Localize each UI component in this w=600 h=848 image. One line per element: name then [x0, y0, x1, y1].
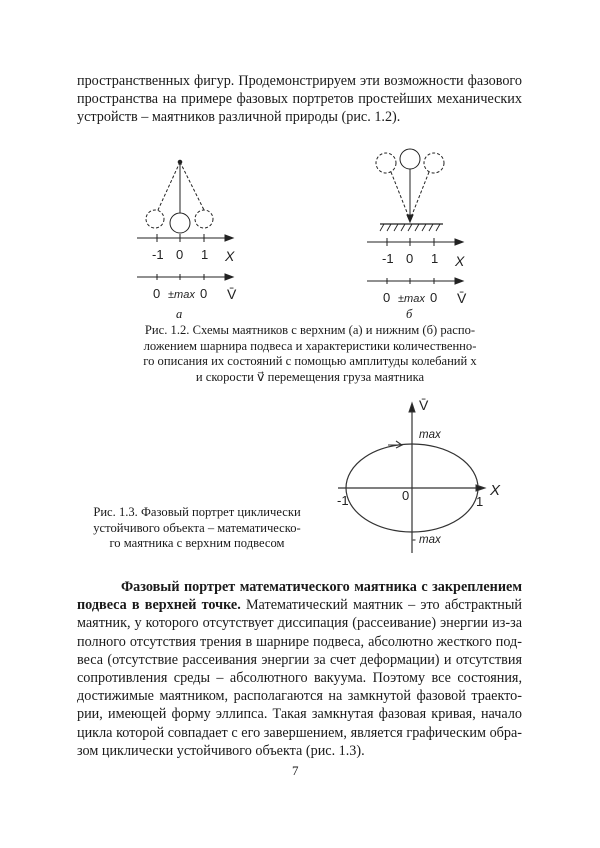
figure-1-2-panel-b	[355, 145, 485, 310]
x-axis-label: X	[490, 482, 501, 499]
section-line	[77, 596, 522, 614]
x-axis-label: X	[225, 248, 235, 264]
pendulum-top-pivot-diagram	[146, 160, 213, 233]
v-tick-max: ±max	[398, 293, 425, 305]
x-tick-0: 0	[176, 247, 184, 262]
section-line: достижимые маятником, располагаются на замкнутой фазовой траекто-	[77, 688, 522, 705]
v-axis-label: V̄	[419, 397, 429, 413]
figure-1-3-phase-portrait	[330, 395, 510, 560]
v-axis-label: V̄	[457, 290, 467, 306]
page-number: 7	[292, 763, 299, 778]
v-axis	[367, 278, 463, 284]
label-neg-max: - max	[412, 534, 441, 546]
x-axis	[137, 234, 233, 242]
x-tick-neg1: -1	[152, 247, 164, 262]
caption-line: Рис. 1.3. Фазовый портрет циклически	[93, 505, 301, 519]
v-tick-0-right: 0	[430, 290, 438, 305]
v-tick-0-left: 0	[383, 290, 391, 305]
figure-1-3-caption	[72, 505, 322, 552]
v-axis-label: V̄	[227, 286, 237, 302]
v-tick-0-left: 0	[153, 286, 161, 301]
label-origin: 0	[402, 488, 410, 503]
section-line: маятник, у которого отсутствует диссипация (рассеивание) энергии из-за	[77, 615, 522, 632]
caption-line: ложением шарнира подвеса и характеристики количественно-	[143, 338, 477, 353]
section-line: полного отсутствия трения в шарнире подвеса, абсолютно жесткого под-	[77, 633, 522, 650]
intro-line: пространственных фигур. Продемонстрируем эти возможности фазового	[77, 73, 522, 89]
x-axis	[367, 238, 463, 246]
x-tick-neg1: -1	[382, 251, 394, 266]
panel-a-label: а	[176, 307, 183, 321]
panel-b-label: б	[406, 307, 413, 321]
x-tick-1: 1	[431, 251, 439, 266]
intro-paragraph	[77, 72, 522, 127]
section-line: веса (отсутствие рассеивания энергии за счет деформации) и отсутствия	[77, 651, 522, 668]
caption-line: и скорости v⃗ перемещения груза маятника	[195, 369, 425, 384]
v-tick-0-right: 0	[200, 286, 208, 301]
section-line: рии, имеющей форму эллипса. Такая замкнутая фазовая кривая, начало	[77, 706, 522, 723]
section-line: цикла которой совпадает с его завершением, является графическим обра-	[77, 724, 522, 741]
caption-line: го описания их состояний с помощью амплитуды колебаний x	[143, 354, 477, 368]
x-tick-1: 1	[201, 247, 209, 262]
section-text: Математический маятник – это абстрактный	[240, 597, 522, 614]
pendulum-bottom-pivot-diagram	[376, 149, 444, 231]
v-tick-max: ±max	[168, 289, 195, 301]
caption-line: го маятника с верхним подвесом	[109, 536, 285, 550]
v-axis	[137, 274, 233, 280]
x-tick-0: 0	[406, 251, 414, 266]
caption-line: Рис. 1.2. Схемы маятников с верхним (а) и нижним (б) распо-	[144, 323, 476, 337]
section-paragraph	[77, 578, 522, 760]
section-line: зом циклически устойчивого объекта (рис. 1.3).	[77, 742, 365, 759]
section-heading-end: подвеса в верхней точке.	[77, 597, 241, 614]
label-one: 1	[476, 494, 484, 509]
caption-line: устойчивого объекта – математическо-	[93, 520, 301, 535]
section-heading: Фазовый портрет математического маятника с закреплением	[121, 579, 522, 595]
figure-1-2-caption	[110, 323, 510, 385]
label-max: max	[419, 429, 441, 441]
figure-1-2-panel-a	[125, 150, 255, 310]
section-line: сопротивления среды – абсолютного вакуума. Поэтому все состояния,	[77, 670, 522, 687]
x-axis-label: X	[455, 253, 465, 269]
intro-line: пространства на примере фазовых портретов простейших механических	[77, 91, 522, 108]
intro-line: устройств – маятников различной природы (рис. 1.2).	[77, 109, 401, 126]
ground-hatching	[380, 224, 440, 231]
label-neg-one: -1	[337, 493, 349, 508]
